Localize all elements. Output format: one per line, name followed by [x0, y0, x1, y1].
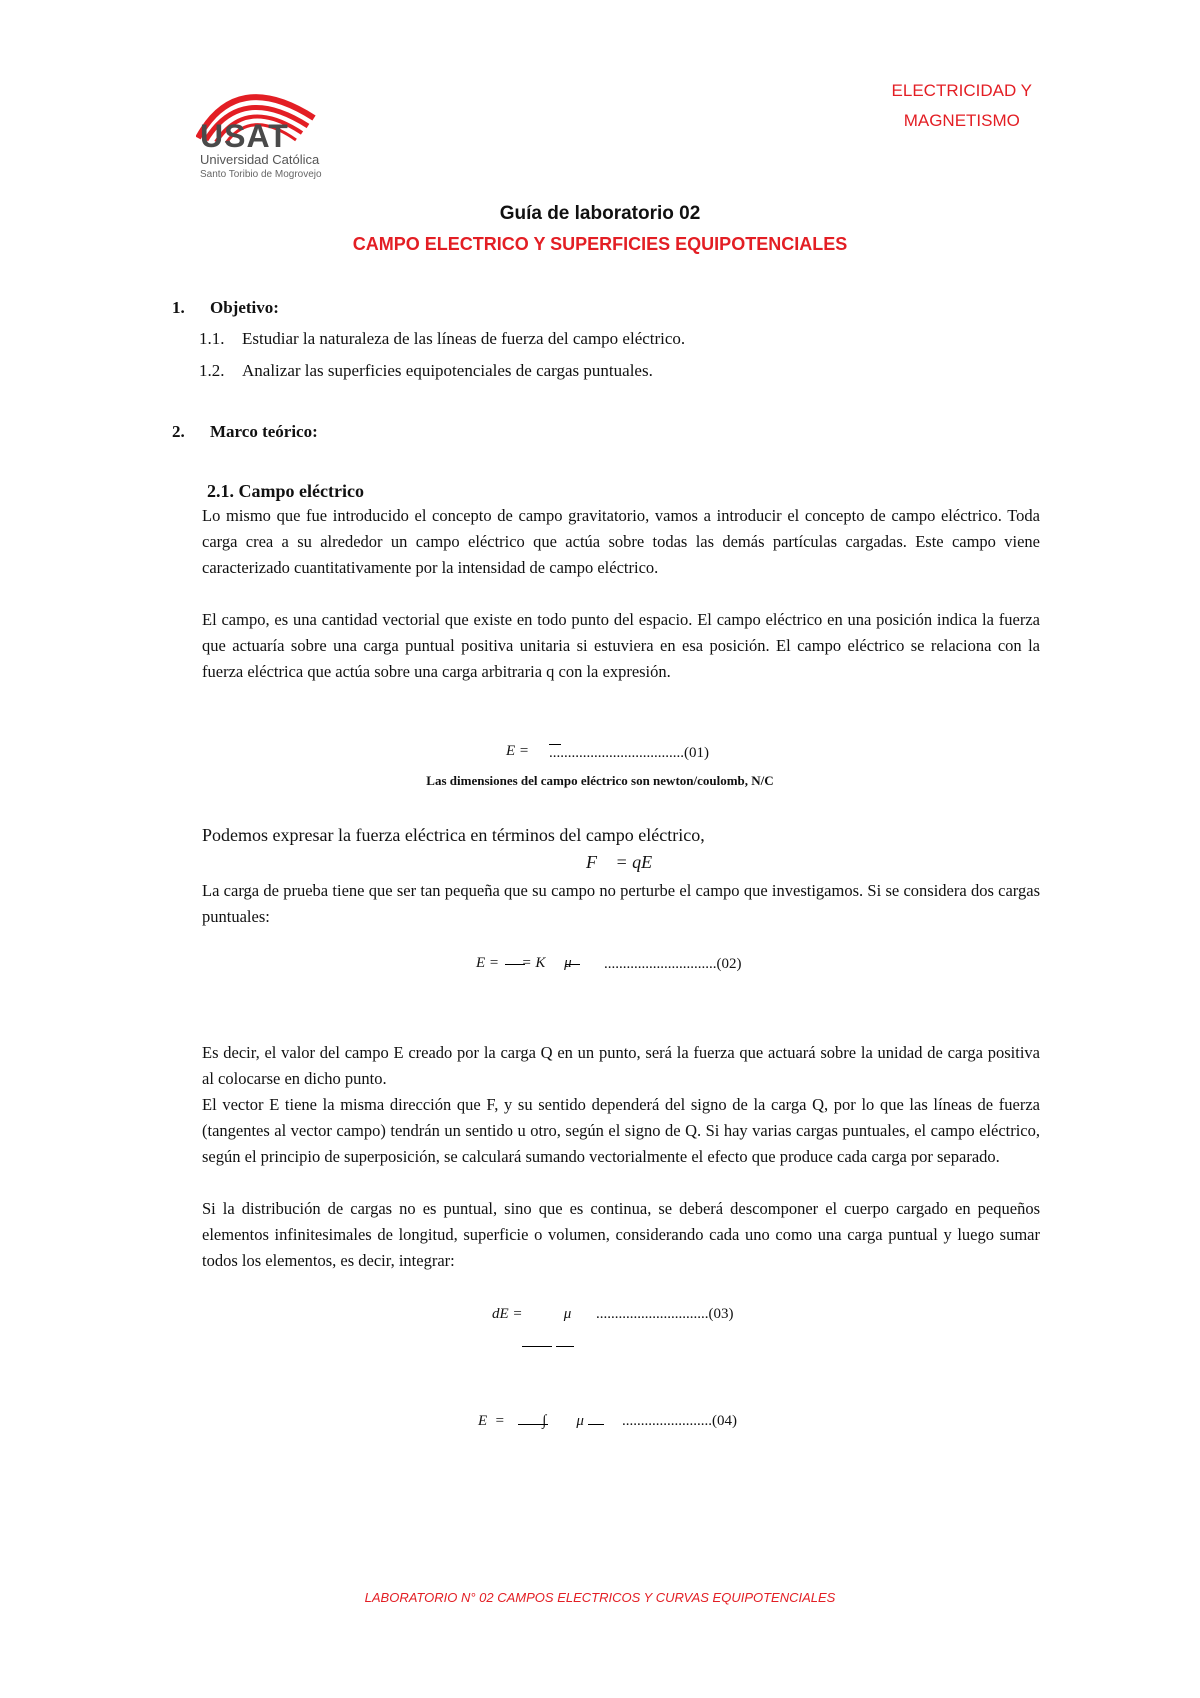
equation-3-number: ..............................(03): [596, 1306, 734, 1322]
equation-3-expression: dE = μ: [492, 1306, 572, 1322]
fraction-bar: [588, 1424, 604, 1425]
paragraph-1: Lo mismo que fue introducido el concepto de campo gravitatorio, vamos a introducir el concepto de campo eléctrico. Toda carga crea a su alrededor un campo eléctrico que actúa sobre todas las demás partículas cargadas. Este campo viene caracterizado cuantitativamente por la intensidad de campo eléctrico.: [202, 506, 1040, 577]
equation-1-lhs: E =: [506, 743, 530, 759]
section-1-title: Objetivo:: [210, 298, 279, 317]
fraction-bar: [556, 1346, 574, 1347]
page-footer: LABORATORIO N° 02 CAMPOS ELECTRICOS Y CURVAS EQUIPOTENCIALES: [364, 1590, 836, 1605]
equation-4-expression: E = ∫ μ: [478, 1413, 584, 1429]
objective-1-text: Estudiar la naturaleza de las líneas de fuerza del campo eléctrico.: [242, 329, 686, 348]
logo-subtitle-small: Santo Toribio de Mogrovejo: [200, 169, 322, 180]
course-line-2: MAGNETISMO: [903, 111, 1020, 130]
paragraph-7: Si la distribución de cargas no es puntual, sino que es continua, se deberá descomponer el cuerpo cargado en pequeños elementos infinitesimales de longitud, superficie o volumen, considerando cada uno como una carga puntual y luego sumar todos los elementos, es decir, integrar:: [202, 1199, 1040, 1270]
course-name: [892, 76, 1032, 136]
fraction-bar: [522, 1346, 552, 1347]
objective-2-number: 1.2.: [199, 361, 225, 380]
paragraph-3: Podemos expresar la fuerza eléctrica en términos del campo eléctrico,: [202, 825, 705, 845]
objective-1-number: 1.1.: [199, 329, 225, 348]
dimensions-note: Las dimensiones del campo eléctrico son newton/coulomb, N/C: [426, 773, 774, 788]
equation-2-expression: E = = K μ⃗: [476, 955, 584, 971]
paragraph-4: La carga de prueba tiene que ser tan pequeña que su campo no perturbe el campo que investigamos. Si se considera dos cargas puntuales:: [202, 881, 1040, 926]
fraction-bar: [505, 964, 525, 965]
section-2-number: 2.: [172, 422, 185, 441]
subsection-title: 2.1. Campo eléctrico: [207, 481, 364, 501]
equation-f-qe: F⃗ = qE⃗: [586, 852, 667, 872]
section-1-number: 1.: [172, 298, 185, 317]
equation-4-number: ........................(04): [622, 1413, 737, 1429]
equation-1-number: ....................................(01): [549, 745, 709, 761]
fraction-bar: [566, 964, 580, 965]
logo-text: USAT: [200, 118, 289, 154]
paragraph-6: El vector E tiene la misma dirección que F, y su sentido dependerá del signo de la carga Q, por lo que las líneas de fuerza (tangentes al vector campo) tendrán un sentido u otro, según el signo de Q. Si hay varias cargas puntuales, el campo eléctrico, según el principio de superposición, se calculará sumando vectorialmente el efecto que produce cada carga por separado.: [202, 1095, 1040, 1166]
fraction-bar: [518, 1424, 548, 1425]
objective-2-text: Analizar las superficies equipotenciales de cargas puntuales.: [242, 361, 653, 380]
logo-subtitle: Universidad Católica: [200, 152, 320, 167]
paragraph-5: Es decir, el valor del campo E creado por la carga Q en un punto, será la fuerza que actuará sobre la unidad de carga positiva al colocarse en dicho punto.: [202, 1043, 1040, 1088]
guide-title: Guía de laboratorio 02: [499, 203, 701, 224]
section-2-title: Marco teórico:: [210, 422, 318, 441]
equation-2-number: ..............................(02): [604, 956, 742, 972]
main-title: CAMPO ELECTRICO Y SUPERFICIES EQUIPOTENCIALES: [352, 234, 848, 254]
paragraph-2: El campo, es una cantidad vectorial que existe en todo punto del espacio. El campo eléctrico en una posición indica la fuerza que actuaría sobre una carga puntual positiva unitaria si estuviera en esa posición. El campo eléctrico se relaciona con la fuerza eléctrica que actúa sobre una carga arbitraria q con la expresión.: [202, 610, 1040, 681]
course-line-1: ELECTRICIDAD Y: [891, 81, 1032, 100]
